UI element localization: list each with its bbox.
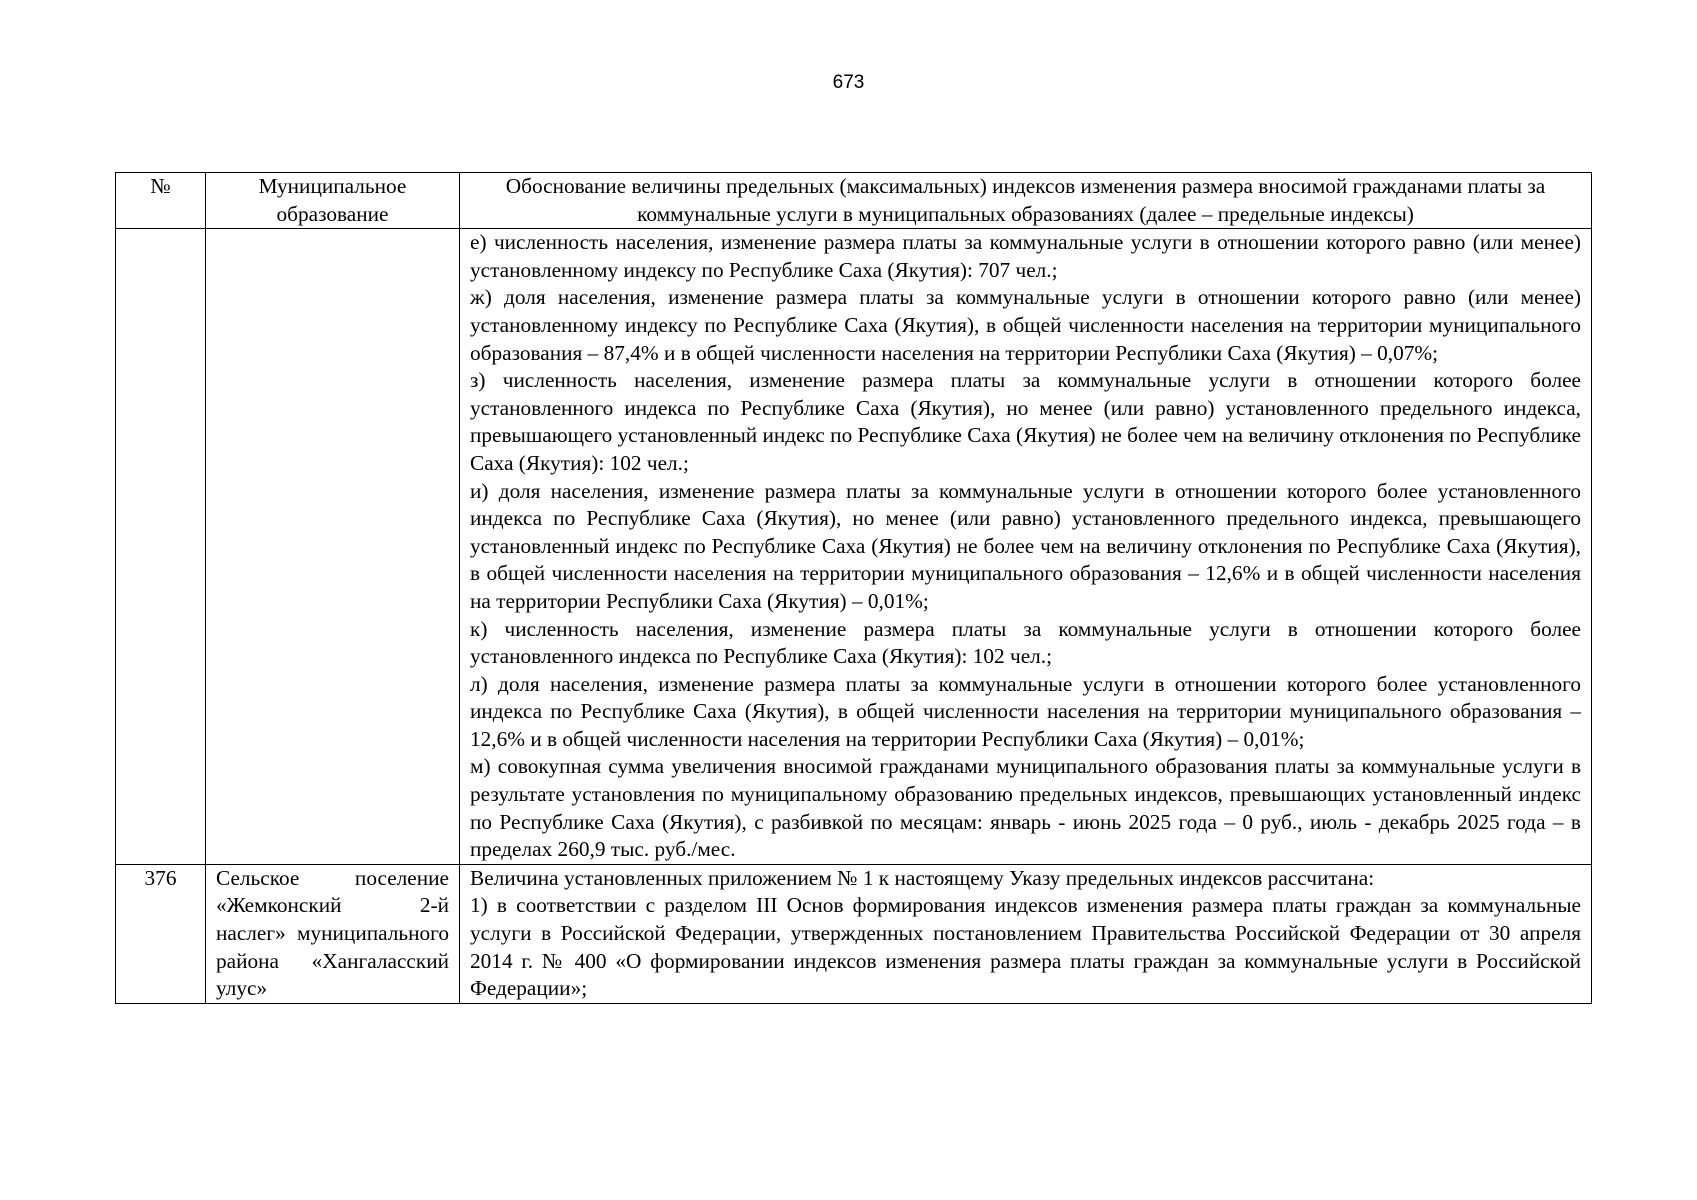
row-number: 376	[116, 864, 206, 1003]
paragraph-l: л) доля населения, изменение размера платы за коммунальные услуги в отношении которого более установленного индекса по Республике Саха (Якутия), в общей численности населения на территории муниципального образования – 12,6% и в общей численности населения на территории Республики Саха (Якутия) – 0,01%;	[470, 671, 1581, 751]
row-justification	[460, 229, 1592, 865]
paragraph-z: з) численность населения, изменение размера платы за коммунальные услуги в отношении которого более установленного индекса по Республике Саха (Якутия), но менее (или равно) установленного предельного индекса, превышающего установленный индекс по Республике Саха (Якутия) не более чем на величину отклонения по Республике Саха (Якутия): 102 чел.;	[470, 368, 1581, 475]
paragraph-zh: ж) доля населения, изменение размера платы за коммунальные услуги в отношении которого равно (или менее) установленному индексу по Республике Саха (Якутия), в общей численности населения на территории муниципального образования – 87,4% и в общей численности населения на территории Республики Саха (Якутия) – 0,07%;	[470, 285, 1581, 365]
paragraph-intro: Величина установленных приложением № 1 к настоящему Указу предельных индексов рассчитана:	[470, 865, 1375, 890]
paragraph-k: к) численность населения, изменение размера платы за коммунальные услуги в отношении которого более установленного индекса по Республике Саха (Якутия): 102 чел.;	[470, 616, 1581, 669]
row-municipality	[206, 229, 460, 865]
row-number	[116, 229, 206, 865]
paragraph-i: и) доля населения, изменение размера платы за коммунальные услуги в отношении которого более установленного индекса по Республике Саха (Якутия), но менее (или равно) установленного предельного индекса, превышающего установленный индекс по Республике Саха (Якутия) не более чем на величину отклонения по Республике Саха (Якутия), в общей численности населения на территории муниципального образования – 12,6% и в общей численности населения на территории Республики Саха (Якутия) – 0,01%;	[470, 478, 1581, 613]
header-municipality: Муниципальное образование	[206, 173, 460, 229]
paragraph-m: м) совокупная сумма увеличения вносимой гражданами муниципального образования платы за коммунальные услуги в результате установления по муниципальному образованию предельных индексов, превышающих установленный индекс по Республике Саха (Якутия), с разбивкой по месяцам: январь - июнь 2025 года – 0 руб., июль - декабрь 2025 года – в пределах 260,9 тыс. руб./мес.	[470, 754, 1581, 862]
justification-table	[115, 172, 1592, 1004]
paragraph-1: 1) в соответствии с разделом III Основ формирования индексов изменения размера платы граждан за коммунальные услуги в Российской Федерации, утвержденных постановлением Правительства Российской Федерации от 30 апреля 2014 г. № 400 «О формировании индексов изменения размера платы граждан за коммунальные услуги в Российской Федерации»;	[470, 893, 1581, 1001]
table-row	[116, 229, 1592, 865]
table-header-row	[116, 173, 1592, 229]
row-municipality: Сельское поселение «Жемконский 2-й наслег» муниципального района «Хангаласский улус»	[206, 864, 460, 1003]
paragraph-e: е) численность населения, изменение размера платы за коммунальные услуги в отношении которого равно (или менее) установленному индексу по Республике Саха (Якутия): 707 чел.;	[470, 230, 1581, 282]
header-number: №	[116, 173, 206, 229]
header-justification: Обоснование величины предельных (максимальных) индексов изменения размера вносимой гражданами платы за коммунальные услуги в муниципальных образованиях (далее – предельные индексы)	[460, 173, 1592, 229]
page-number: 673	[832, 72, 865, 93]
table-row	[116, 864, 1592, 1003]
row-justification	[460, 864, 1592, 1003]
